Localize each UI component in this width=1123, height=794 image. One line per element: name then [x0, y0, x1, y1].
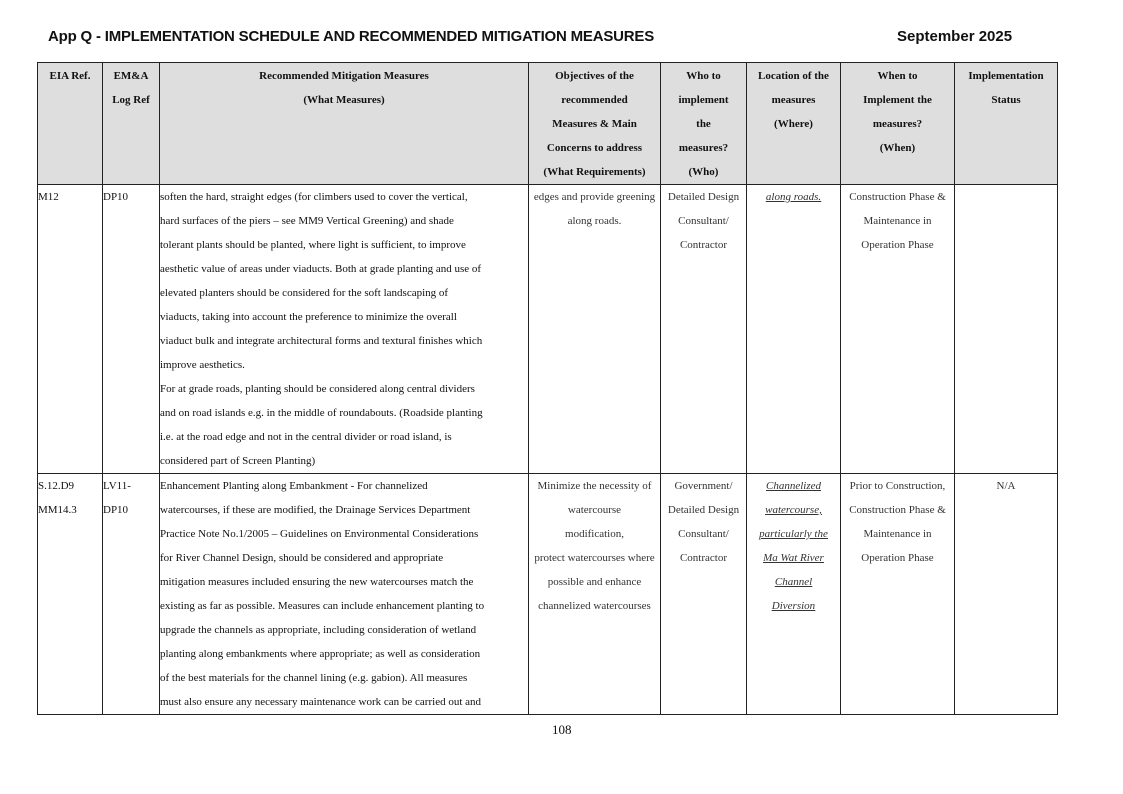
table-row	[38, 474, 1058, 715]
header-line: Concerns to address	[546, 142, 643, 154]
location-text: Diversion	[771, 600, 816, 612]
cell-line: Consultant/	[678, 528, 729, 540]
cell-line: Construction Phase &	[849, 191, 946, 203]
cell-line: Operation Phase	[861, 239, 934, 251]
cell-line: planting along embankments where appropriate; as well as consideration	[160, 648, 481, 660]
cell-line: possible and enhance	[547, 576, 642, 588]
header-line: Who to	[686, 70, 721, 82]
cell-line	[747, 594, 840, 618]
cell-objectives	[529, 474, 661, 715]
cell-line: DP10	[103, 191, 129, 203]
cell-line: Minimize the necessity of	[537, 480, 652, 492]
cell-line: must also ensure any necessary maintenance work can be carried out and	[160, 696, 482, 708]
header-status	[955, 63, 1058, 185]
cell-line: Consultant/	[678, 215, 729, 227]
cell-line: upgrade the channels as appropriate, including consideration of wetland	[160, 624, 477, 636]
cell-line: hard surfaces of the piers – see MM9 Vertical Greening) and shade	[160, 215, 454, 227]
cell-line: For at grade roads, planting should be considered along central dividers	[160, 383, 475, 395]
table-row	[38, 185, 1058, 474]
page-number: 108	[552, 722, 572, 737]
header-objectives	[529, 63, 661, 185]
cell-eia-ref	[38, 474, 103, 715]
header-line: the	[696, 118, 711, 130]
cell-line: channelized watercourses	[538, 600, 651, 612]
header-line: (What Measures)	[303, 94, 385, 106]
cell-line: Enhancement Planting along Embankment - For channelized	[160, 480, 428, 492]
cell-measures	[160, 474, 529, 715]
header-line: Log Ref	[112, 94, 150, 106]
cell-line	[747, 570, 840, 594]
cell-line: aesthetic value of areas under viaducts. Both at grade planting and use of	[160, 263, 482, 275]
cell-line	[747, 522, 840, 546]
cell-status	[955, 474, 1058, 715]
cell-line: for River Channel Design, should be considered and appropriate	[160, 552, 444, 564]
cell-line: Detailed Design	[667, 504, 740, 516]
header-location	[747, 63, 841, 185]
cell-line	[747, 498, 840, 522]
location-text: watercourse,	[765, 504, 822, 516]
cell-line	[747, 474, 840, 498]
cell-line: M12	[38, 191, 59, 203]
cell-line: edges and provide greening	[533, 191, 656, 203]
header-line: Status	[991, 94, 1021, 106]
header-when	[841, 63, 955, 185]
cell-line: mitigation measures included ensuring the new watercourses match the	[160, 576, 474, 588]
cell-location	[747, 474, 841, 715]
cell-status	[955, 185, 1058, 474]
location-text: along roads.	[765, 191, 822, 203]
cell-line: Government/	[674, 480, 733, 492]
header-line: When to	[877, 70, 918, 82]
cell-when	[841, 185, 955, 474]
cell-when	[841, 474, 955, 715]
cell-line: S.12.D9	[38, 480, 75, 492]
cell-objectives	[529, 185, 661, 474]
implementation-schedule-table	[37, 62, 1058, 715]
cell-eia-ref	[38, 185, 103, 474]
cell-line: Operation Phase	[861, 552, 934, 564]
header-line: (What Requirements)	[543, 166, 646, 178]
cell-line: DP10	[103, 504, 129, 516]
header-line: measures?	[678, 142, 729, 154]
header-line: implement	[678, 94, 729, 106]
cell-line: soften the hard, straight edges (for climbers used to cover the vertical,	[160, 191, 468, 203]
cell-line: elevated planters should be considered for the soft landscaping of	[160, 287, 449, 299]
location-text: Channelized	[766, 480, 821, 492]
header-line: recommended	[561, 94, 628, 106]
table-header-row	[38, 63, 1058, 185]
cell-line: watercourse	[567, 504, 622, 516]
header-line: Implementation	[968, 70, 1044, 82]
cell-line: Maintenance in	[863, 215, 932, 227]
location-text: Ma Wat River	[763, 552, 824, 564]
cell-line: Construction Phase &	[849, 504, 946, 516]
header-line: (Where)	[774, 118, 813, 130]
cell-line: Contractor	[679, 552, 728, 564]
cell-line: Prior to Construction,	[849, 480, 946, 492]
cell-line: MM14.3	[38, 504, 77, 516]
header-line: (Who)	[688, 166, 719, 178]
cell-line: protect watercourses where	[534, 552, 655, 564]
header-line: measures	[771, 94, 816, 106]
header-line: measures?	[872, 118, 923, 130]
cell-line	[747, 546, 840, 570]
cell-line: along roads.	[567, 215, 622, 227]
header-line: Location of the	[758, 70, 829, 82]
header-line: Measures & Main	[552, 118, 637, 130]
location-text: Channel	[774, 576, 813, 588]
cell-who	[661, 474, 747, 715]
document-title: App Q - IMPLEMENTATION SCHEDULE AND RECOMMENDED MITIGATION MEASURES	[48, 28, 655, 45]
header-line: Implement the	[863, 94, 932, 106]
cell-who	[661, 185, 747, 474]
header-line: Recommended Mitigation Measures	[259, 70, 429, 82]
cell-line: considered part of Screen Planting)	[160, 455, 316, 467]
cell-line: i.e. at the road edge and not in the central divider or road island, is	[160, 431, 452, 443]
header-eia-ref	[38, 63, 103, 185]
header-line: Objectives of the	[555, 70, 634, 82]
cell-log-ref	[103, 474, 160, 715]
cell-line: Contractor	[679, 239, 728, 251]
cell-location	[747, 185, 841, 474]
cell-line: improve aesthetics.	[160, 359, 245, 371]
cell-line: of the best materials for the channel lining (e.g. gabion). All measures	[160, 672, 468, 684]
cell-log-ref	[103, 185, 160, 474]
cell-line: Practice Note No.1/2005 – Guidelines on Environmental Considerations	[160, 528, 479, 540]
location-text: particularly the	[759, 528, 828, 540]
cell-line: Maintenance in	[863, 528, 932, 540]
header-line: EIA Ref.	[49, 70, 91, 82]
cell-line: LV11-	[103, 480, 131, 492]
cell-line	[747, 185, 840, 209]
document-date: September 2025	[897, 28, 1013, 45]
cell-line: and on road islands e.g. in the middle of roundabouts. (Roadside planting	[160, 407, 483, 419]
header-who	[661, 63, 747, 185]
cell-line: Detailed Design	[667, 191, 740, 203]
cell-line: watercourses, if these are modified, the Drainage Services Department	[160, 504, 471, 516]
header-line: (When)	[879, 142, 916, 154]
header-line: EM&A	[113, 70, 149, 82]
cell-line: existing as far as possible. Measures can include enhancement planting to	[160, 600, 485, 612]
cell-line: N/A	[996, 480, 1016, 492]
cell-line: viaduct bulk and integrate architectural forms and textural finishes which	[160, 335, 483, 347]
header-measures	[160, 63, 529, 185]
cell-line: modification,	[565, 528, 624, 540]
cell-measures	[160, 185, 529, 474]
header-log-ref	[103, 63, 160, 185]
cell-line: tolerant plants should be planted, where light is sufficient, to improve	[160, 239, 466, 251]
cell-line: viaducts, taking into account the preference to minimize the overall	[160, 311, 457, 323]
